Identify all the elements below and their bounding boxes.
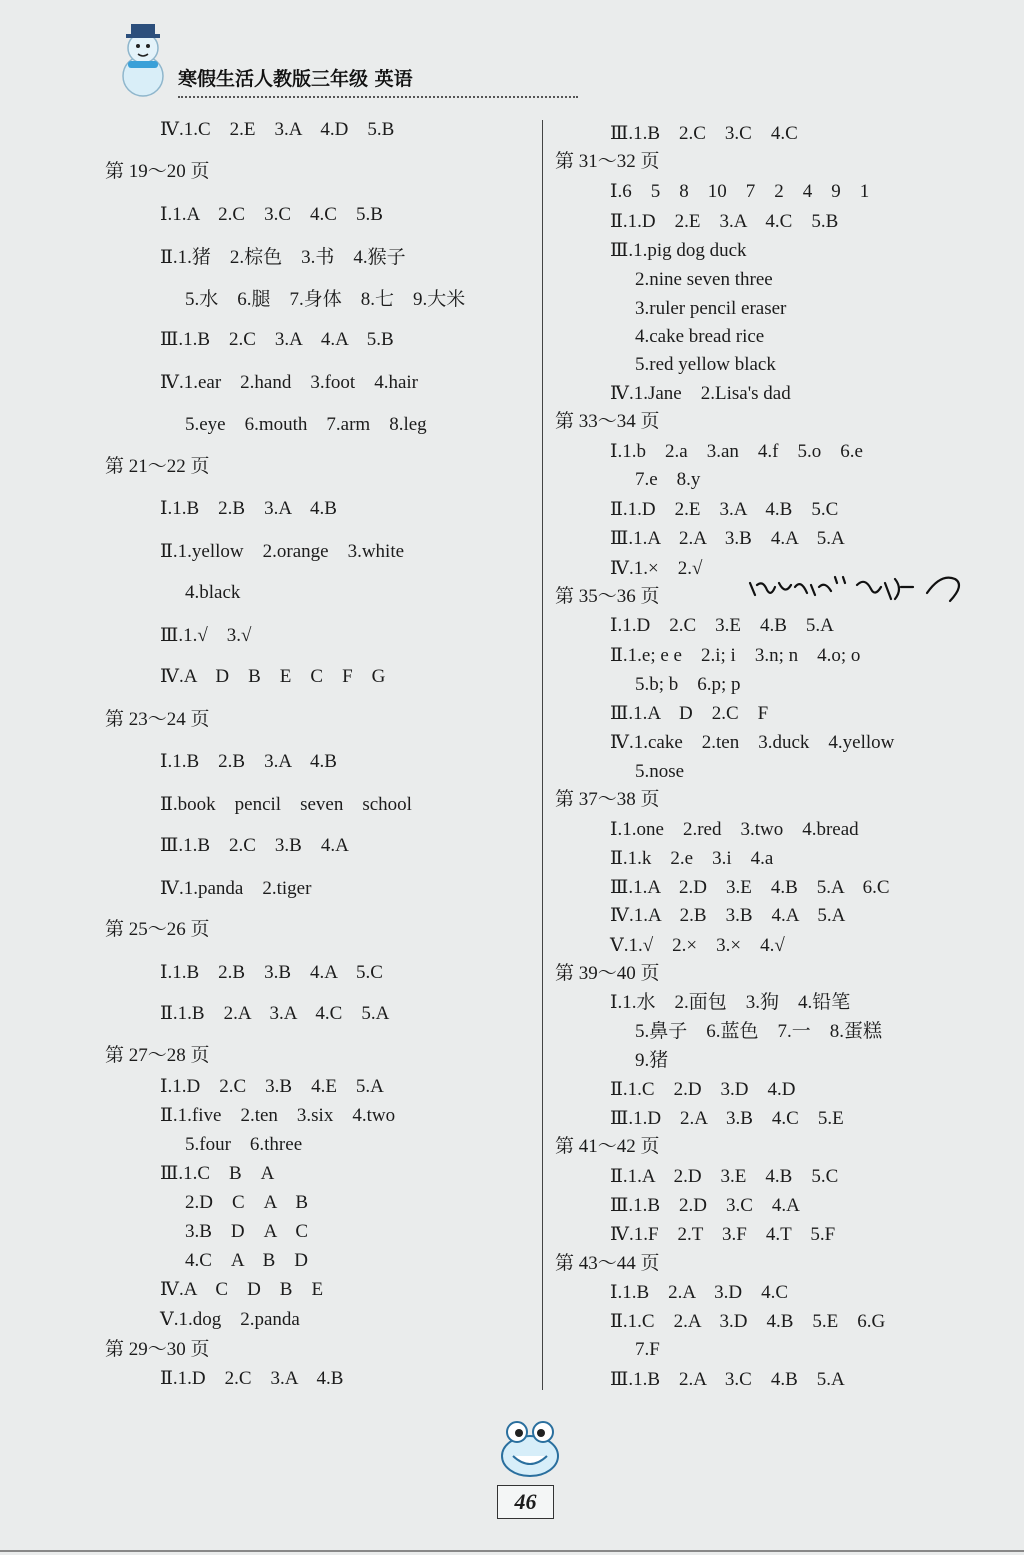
answer-line: 3.ruler pencil eraser — [635, 298, 787, 319]
column-divider — [542, 120, 543, 1390]
answer-line: 5.鼻子 6.蓝色 7.一 8.蛋糕 — [635, 1021, 883, 1042]
answer-line: Ⅲ.1.D 2.A 3.B 4.C 5.E — [610, 1108, 844, 1129]
answer-line: Ⅰ.1.one 2.red 3.two 4.bread — [610, 819, 859, 840]
answer-line: Ⅰ.1.水 2.面包 3.狗 4.铅笔 — [610, 992, 851, 1013]
answer-line: 5.four 6.three — [185, 1134, 303, 1155]
answer-line: Ⅱ.1.yellow 2.orange 3.white — [160, 541, 405, 562]
header-rule — [178, 96, 578, 98]
page-range-heading: 第 35～36 页 — [555, 586, 660, 607]
answer-line: 3.B D A C — [185, 1221, 308, 1242]
answer-line: 5.red yellow black — [635, 354, 776, 375]
answer-line: 5.eye 6.mouth 7.arm 8.leg — [185, 414, 427, 435]
answer-line: 5.b; b 6.p; p — [635, 674, 741, 695]
answer-line: Ⅳ.1.F 2.T 3.F 4.T 5.F — [610, 1224, 836, 1245]
answer-line: Ⅲ.1.pig dog duck — [610, 240, 747, 261]
snowman-icon — [108, 18, 178, 98]
answer-line: Ⅳ.1.C 2.E 3.A 4.D 5.B — [160, 119, 395, 140]
page-range-heading: 第 41～42 页 — [555, 1136, 660, 1157]
answer-line: Ⅰ.6 5 8 10 7 2 4 9 1 — [610, 181, 870, 202]
answer-line: Ⅳ.1.ear 2.hand 3.foot 4.hair — [160, 372, 419, 393]
answer-line: Ⅰ.1.b 2.a 3.an 4.f 5.o 6.e — [610, 441, 863, 462]
answer-line: 4.black — [185, 582, 241, 603]
answer-line: Ⅲ.1.C B A — [160, 1163, 275, 1184]
answer-line: Ⅳ.1.cake 2.ten 3.duck 4.yellow — [610, 732, 895, 753]
answer-line: Ⅲ.1.B 2.D 3.C 4.A — [610, 1195, 800, 1216]
answer-line: Ⅱ.1.A 2.D 3.E 4.B 5.C — [610, 1166, 839, 1187]
answer-line: Ⅲ.1.A 2.A 3.B 4.A 5.A — [610, 528, 845, 549]
answer-line: Ⅱ.1.e; e e 2.i; i 3.n; n 4.o; o — [610, 645, 861, 666]
answer-line: 2.D C A B — [185, 1192, 308, 1213]
answer-line: Ⅲ.1.B 2.C 3.C 4.C — [610, 123, 798, 144]
answer-line: 2.nine seven three — [635, 269, 773, 290]
answer-line: Ⅲ.1.B 2.C 3.B 4.A — [160, 835, 349, 856]
answer-line: 7.e 8.y — [635, 469, 701, 490]
answer-line: Ⅱ.book pencil seven school — [160, 794, 412, 815]
answer-line: Ⅲ.1.A D 2.C F — [610, 703, 769, 724]
page-range-heading: 第 29～30 页 — [105, 1339, 210, 1360]
page-header — [100, 8, 480, 98]
answer-line: Ⅱ.1.C 2.D 3.D 4.D — [610, 1079, 796, 1100]
answer-line: Ⅲ.1.B 2.A 3.C 4.B 5.A — [610, 1369, 845, 1390]
answer-line: Ⅱ.1.B 2.A 3.A 4.C 5.A — [160, 1003, 390, 1024]
answer-line: Ⅳ.A D B E C F G — [160, 666, 386, 687]
page-range-heading: 第 31～32 页 — [555, 151, 660, 172]
page-range-heading: 第 43～44 页 — [555, 1253, 660, 1274]
answer-line: 4.C A B D — [185, 1250, 308, 1271]
answer-line: Ⅱ.1.猪 2.棕色 3.书 4.猴子 — [160, 247, 406, 268]
page-range-heading: 第 39～40 页 — [555, 963, 660, 984]
answer-line: Ⅲ.1.A 2.D 3.E 4.B 5.A 6.C — [610, 877, 890, 898]
answer-line: Ⅰ.1.B 2.B 3.A 4.B — [160, 751, 337, 772]
answer-line: Ⅳ.A C D B E — [160, 1279, 324, 1300]
answer-line: Ⅲ.1.√ 3.√ — [160, 625, 252, 646]
answer-line: Ⅴ.1.dog 2.panda — [160, 1309, 300, 1330]
page-range-heading: 第 19～20 页 — [105, 161, 210, 182]
page-range-heading: 第 37～38 页 — [555, 789, 660, 810]
answer-line: Ⅰ.1.B 2.B 3.A 4.B — [160, 498, 337, 519]
answer-line: Ⅰ.1.B 2.B 3.B 4.A 5.C — [160, 962, 383, 983]
answer-line: Ⅱ.1.D 2.E 3.A 4.B 5.C — [610, 499, 839, 520]
page-number: 46 — [497, 1485, 554, 1519]
answer-line: Ⅱ.1.D 2.C 3.A 4.B — [160, 1368, 344, 1389]
answer-line: Ⅳ.1.panda 2.tiger — [160, 878, 312, 899]
bottom-edge-line — [0, 1550, 1024, 1552]
answer-line: 4.cake bread rice — [635, 326, 765, 347]
answer-line: Ⅳ.1.× 2.√ — [610, 558, 703, 579]
handwritten-note — [745, 565, 970, 615]
answer-line: Ⅰ.1.A 2.C 3.C 4.C 5.B — [160, 204, 383, 225]
answer-line: Ⅳ.1.A 2.B 3.B 4.A 5.A — [610, 905, 846, 926]
answer-line: 9.猪 — [635, 1050, 669, 1071]
answer-line: Ⅰ.1.B 2.A 3.D 4.C — [610, 1282, 788, 1303]
answer-line: Ⅴ.1.√ 2.× 3.× 4.√ — [610, 935, 785, 956]
page-range-heading: 第 25～26 页 — [105, 919, 210, 940]
answer-line: 5.nose — [635, 761, 685, 782]
answer-line: Ⅰ.1.D 2.C 3.E 4.B 5.A — [610, 615, 834, 636]
answer-line: 5.水 6.腿 7.身体 8.七 9.大米 — [185, 289, 466, 310]
answer-line: 7.F — [635, 1339, 660, 1360]
page-range-heading: 第 21～22 页 — [105, 456, 210, 477]
page-range-heading: 第 33～34 页 — [555, 411, 660, 432]
answer-line: Ⅰ.1.D 2.C 3.B 4.E 5.A — [160, 1076, 384, 1097]
answer-line: Ⅳ.1.Jane 2.Lisa's dad — [610, 383, 791, 404]
header-title: 寒假生活人教版三年级 英语 — [178, 68, 413, 90]
answer-line: Ⅱ.1.C 2.A 3.D 4.B 5.E 6.G — [610, 1311, 886, 1332]
answer-line: Ⅱ.1.D 2.E 3.A 4.C 5.B — [610, 211, 839, 232]
page-range-heading: 第 23～24 页 — [105, 709, 210, 730]
answer-line: Ⅱ.1.k 2.e 3.i 4.a — [610, 848, 774, 869]
answer-line: Ⅱ.1.five 2.ten 3.six 4.two — [160, 1105, 396, 1126]
answer-line: Ⅲ.1.B 2.C 3.A 4.A 5.B — [160, 329, 394, 350]
page-range-heading: 第 27～28 页 — [105, 1045, 210, 1066]
frog-icon — [495, 1418, 565, 1478]
